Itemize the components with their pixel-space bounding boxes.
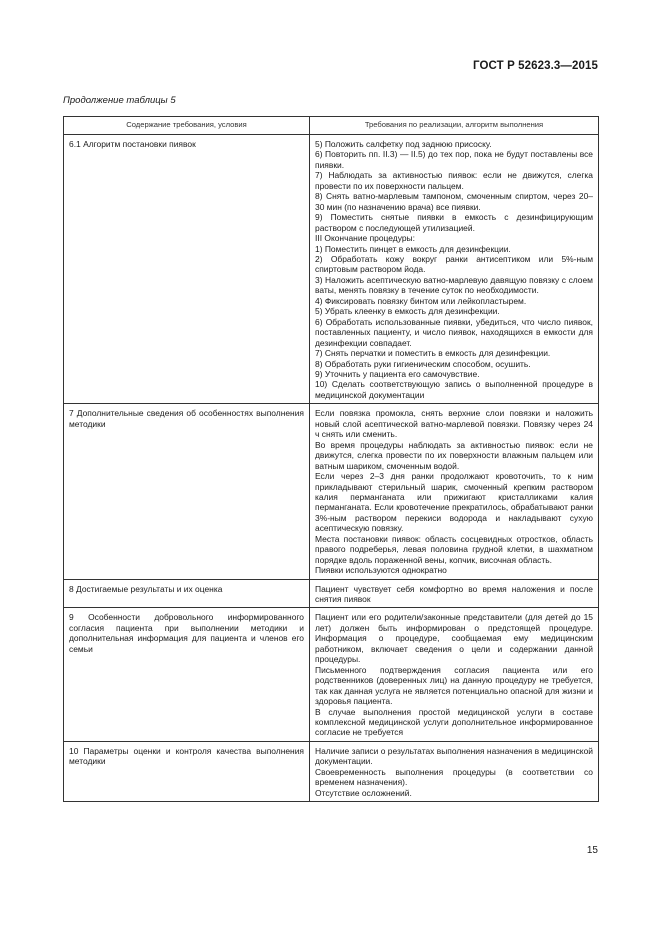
- condition-cell: 9 Особенности добровольного информированного согласия пациента при выполнении методики и дополнительная информация для пациента и членов его семьи: [64, 608, 310, 741]
- algorithm-line: 9) Поместить снятые пиявки в емкость с дезинфицирующим раствором с последующей утилизацией.: [315, 212, 593, 233]
- table-header-row: [64, 117, 599, 135]
- algorithm-line: 5) Убрать клеенку в емкость для дезинфекции.: [315, 306, 500, 317]
- algorithm-cell: [310, 579, 599, 608]
- table-row: [64, 608, 599, 741]
- algorithm-line: III Окончание процедуры:: [315, 233, 415, 244]
- algorithm-line: Наличие записи о результатах выполнения назначения в медицинской документации.: [315, 745, 593, 767]
- algorithm-cell: [310, 135, 599, 404]
- requirements-table: [63, 116, 599, 802]
- algorithm-line: 1) Поместить пинцет в емкость для дезинфекции.: [315, 243, 511, 254]
- page-number: 15: [586, 845, 598, 856]
- algorithm-line: 3) Наложить асептическую ватно-марлевую давящую повязку с слоем ваты, менять повязку в течение суток по необходимости.: [315, 274, 593, 296]
- algorithm-cell: [310, 741, 599, 801]
- algorithm-line: 6) Обработать использованные пиявки, убедиться, что число пиявок, поставленных пациенту, и число пиявок, находящихся в емкости для дезинфекции совпадает.: [315, 316, 593, 348]
- algorithm-line: Отсутствие осложнений.: [315, 787, 412, 798]
- condition-cell: 7 Дополнительные сведения об особенностях выполнения методики: [64, 404, 310, 579]
- algorithm-line: 6) Повторить пп. II.3) — II.5) до тех пор, пока не будут поставлены все пиявки.: [315, 149, 593, 170]
- algorithm-line: 2) Обработать кожу вокруг ранки антисептиком или 5%-ным спиртовым раствором йода.: [315, 253, 593, 275]
- algorithm-line: 9) Уточнить у пациента его самочувствие.: [315, 368, 480, 379]
- algorithm-line: Пациент чувствует себя комфортно во время наложения и после снятия пиявок: [315, 583, 593, 605]
- algorithm-line: 8) Обработать руки гигиеническим способом, осушить.: [315, 358, 531, 369]
- algorithm-cell: [310, 404, 599, 579]
- algorithm-line: 7) Снять перчатки и поместить в емкость для дезинфекции.: [315, 348, 551, 359]
- algorithm-line: Пиявки используются однократно: [315, 565, 447, 576]
- table-row: [64, 135, 599, 404]
- algorithm-line: Если повязка промокла, снять верхние слои повязки и наложить новый слой асептической ватно-марлевой повязки. Повязку через 24 ч снять или сменить.: [315, 408, 593, 440]
- algorithm-line: 5) Положить салфетку под заднюю присоску.: [315, 139, 492, 149]
- algorithm-line: Если через 2–3 дня ранки продолжают кровоточить, то к ним прикладывают стерильный шарик, смоченный крепким раствором калия перманганата или прижигают кристалликами калия перманганата. Если кровотечение прекратилось, обрабатывают ранки 3%-ным раствором перекиси водорода и накладывают сухую асептическую повязку.: [315, 471, 593, 534]
- algorithm-cell: [310, 608, 599, 741]
- algorithm-line: Места постановки пиявок: область сосцевидных отростков, область правого подреберья, левая половина грудной клетки, в шахматном порядке вдоль пораженной вены, копчик, височная область.: [315, 533, 593, 565]
- condition-cell: 8 Достигаемые результаты и их оценка: [64, 579, 310, 608]
- algorithm-line: 4) Фиксировать повязку бинтом или лейкопластырем.: [315, 295, 527, 306]
- table-row: [64, 741, 599, 801]
- algorithm-line: Письменного подтверждения согласия пациента или его родственников (доверенных лиц) на данную процедуру не требуется, так как данная услуга не является потенциально опасной для жизни и здоровья пациента.: [315, 664, 593, 707]
- table-continuation-caption: Продолжение таблицы 5: [63, 95, 176, 106]
- condition-cell: 10 Параметры оценки и контроля качества выполнения методики: [64, 741, 310, 801]
- algorithm-line: В случае выполнения простой медицинской услуги в составе комплексной медицинской услуги дополнительное информированное согласие не требуется: [315, 706, 593, 738]
- column-header-condition: Содержание требования, условия: [64, 117, 310, 135]
- table-row: [64, 404, 599, 579]
- table-row: [64, 579, 599, 608]
- algorithm-line: Своевременность выполнения процедуры (в соответствии со временем назначения).: [315, 766, 593, 788]
- condition-cell: 6.1 Алгоритм постановки пиявок: [64, 135, 310, 404]
- algorithm-line: Пациент или его родители/законные представители (для детей до 15 лет) должен быть информирован о предстоящей процедуре. Информация о процедуре, сообщаемая ему медицинским работником, включает сведения о цели и содержании данной процедуры.: [315, 612, 593, 665]
- algorithm-line: Во время процедуры наблюдать за активностью пиявок: если не движутся, слегка провести по их поверхности влажным пальцем или ватным шариком, смоченным водой.: [315, 439, 593, 471]
- standard-number: ГОСТ Р 52623.3—2015: [473, 60, 598, 72]
- algorithm-line: 8) Снять ватно-марлевым тампоном, смоченным спиртом, через 20–30 мин (по назначению врача) все пиявки.: [315, 191, 593, 212]
- algorithm-line: 10) Сделать соответствующую запись о выполненной процедуре в медицинской документации: [315, 379, 593, 400]
- algorithm-line: 7) Наблюдать за активностью пиявок: если не движутся, слегка провести по их поверхности пальцем.: [315, 170, 593, 191]
- column-header-algorithm: Требования по реализации, алгоритм выполнения: [310, 117, 599, 135]
